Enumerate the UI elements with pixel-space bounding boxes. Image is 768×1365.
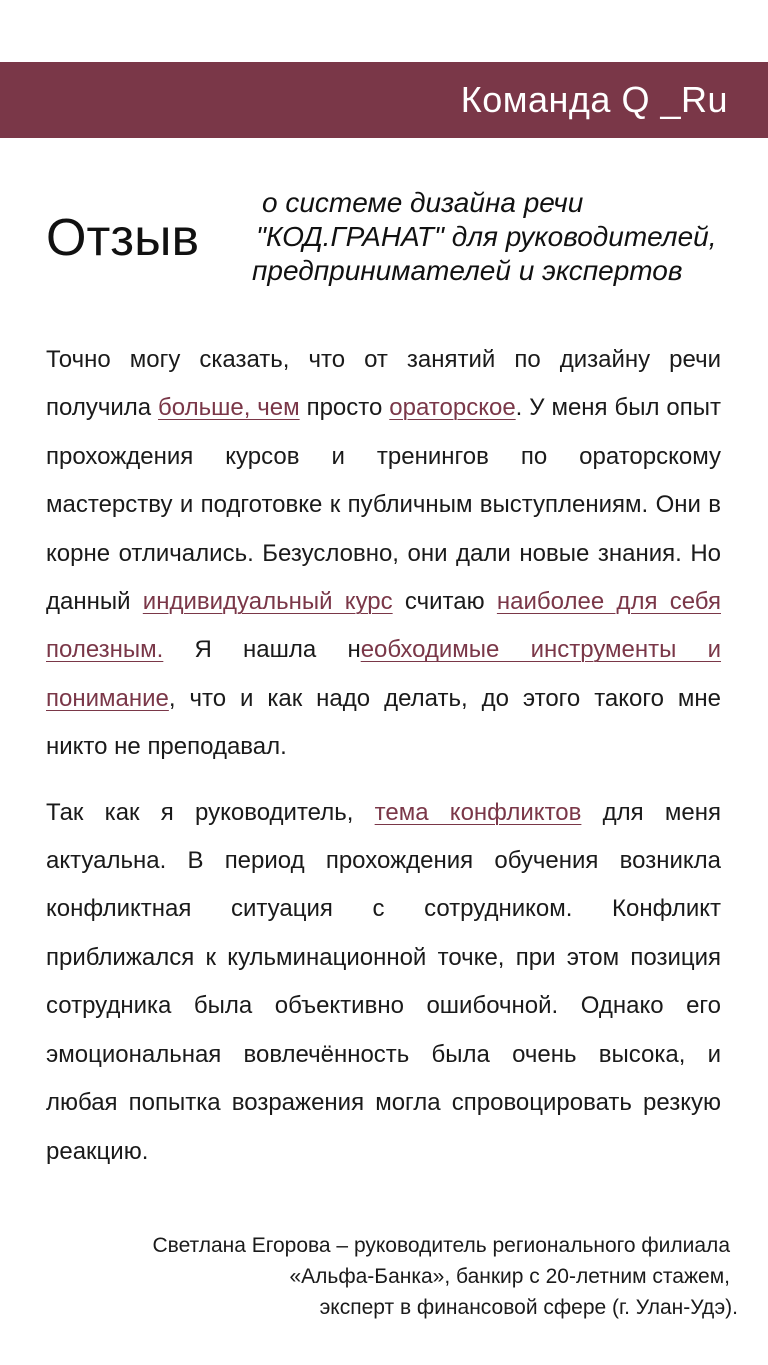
review-paragraph-2 bbox=[46, 789, 721, 1176]
highlight-phrase: больше, чем bbox=[158, 394, 300, 422]
highlight-phrase: ораторское bbox=[389, 394, 516, 422]
attribution-line-3: эксперт в финансовой сфере (г. Улан-Удэ). bbox=[319, 1296, 738, 1319]
text-run: , что и как надо делать, до этого такого мне никто не преподавал. bbox=[46, 684, 721, 761]
highlight-phrase: еобходимые инструменты и понимание bbox=[46, 636, 722, 712]
subtitle-line-3: предпринимателей и экспертов bbox=[252, 255, 683, 286]
highlight-phrase: индивидуальный курс bbox=[142, 588, 393, 616]
review-paragraph-1 bbox=[46, 336, 721, 772]
text-run: просто bbox=[299, 394, 390, 422]
highlight-phrase: тема конфликтов bbox=[374, 798, 582, 826]
attribution-line-1: Светлана Егорова – руководитель регионального филиала bbox=[152, 1234, 730, 1257]
text-run: для меня актуальна. В период прохождения обучения возникла конфликтная ситуация с сотрудником. Конфликт приближался к кульминационной точке, при этом позиция сотрудника была объективно ошибочной. Однако его эмоциональная вовлечённость была очень высока, и любая попытка возражения могла спровоцировать резкую реакцию. bbox=[46, 798, 721, 1165]
text-run: . У меня был опыт прохождения курсов и тренингов по ораторскому мастерству и подготовке к публичным выступлениям. Они в корне отличались. Безусловно, они дали новые знания. Но данный bbox=[46, 394, 721, 616]
attribution-line-2: «Альфа-Банка», банкир с 20-летним стажем, bbox=[289, 1265, 730, 1288]
text-run: Точно могу сказать, что от занятий по дизайну речи получила bbox=[46, 346, 721, 422]
author-attribution bbox=[98, 1230, 738, 1323]
subtitle-line-1: о системе дизайна речи bbox=[262, 187, 584, 218]
highlight-phrase: наиболее для себя полезным. bbox=[46, 588, 721, 664]
text-run: считаю bbox=[392, 588, 497, 616]
header-bar bbox=[0, 62, 768, 138]
subtitle-line-2: "КОД.ГРАНАТ" для руководителей, bbox=[256, 221, 717, 252]
page-title: Отзыв bbox=[46, 209, 200, 267]
subtitle bbox=[252, 186, 742, 288]
review-body bbox=[46, 336, 721, 1176]
text-run: Так как я руководитель, bbox=[46, 798, 375, 826]
brand-title: Команда Q _Ru bbox=[460, 79, 728, 120]
text-run: Я нашла н bbox=[163, 636, 361, 664]
